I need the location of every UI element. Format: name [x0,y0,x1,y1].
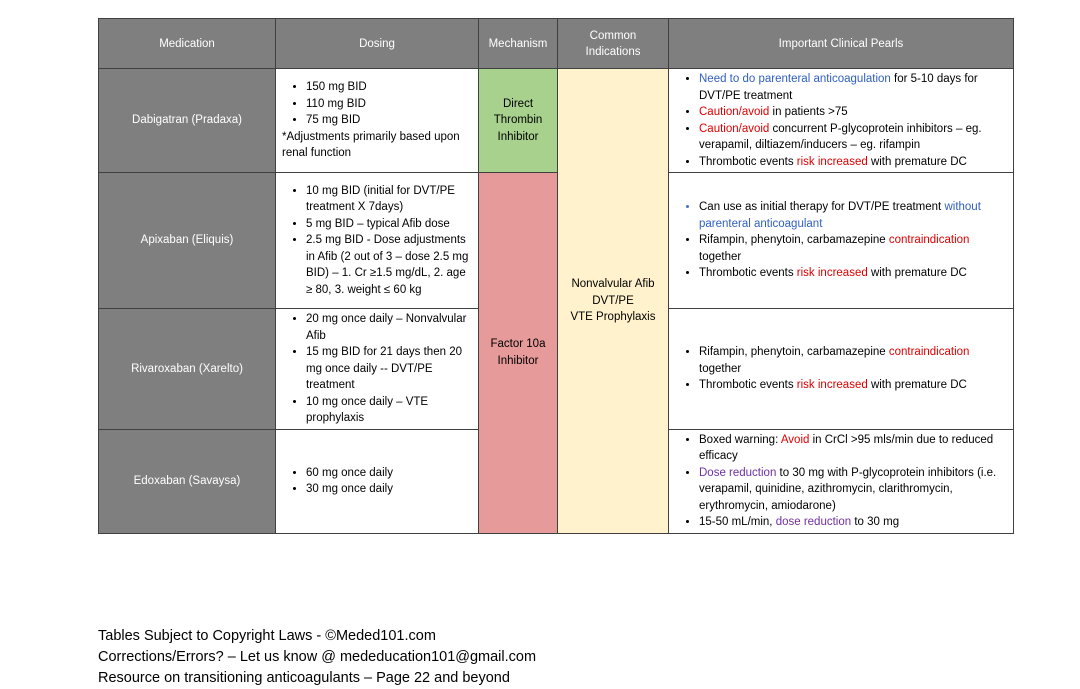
dosing-item: • 10 mg once daily – VTE prophylaxis [306,394,474,427]
dosing-cell [276,309,479,430]
pearl-item: • Thrombotic events risk increased with premature DC [699,154,1009,171]
header-dosing: Dosing [276,19,479,69]
indications-cell [558,69,669,534]
resource-line: Resource on transitioning anticoagulants – Page 22 and beyond [98,670,510,686]
header-pearls: Important Clinical Pearls [669,19,1014,69]
pearl-item: • Thrombotic events risk increased with premature DC [699,265,1009,282]
dosing-note: *Adjustments primarily based upon renal function [282,130,460,160]
medication-cell: Rivaroxaban (Xarelto) [99,309,276,430]
dosing-item: • 60 mg once daily [306,465,474,482]
pearl-item: • Caution/avoid in patients >75 [699,104,1009,121]
mechanism-factor-10a: Factor 10a Inhibitor [479,173,558,534]
dosing-item: • 75 mg BID [306,112,474,129]
copyright-line: Tables Subject to Copyright Laws - ©Meded101.com [98,628,436,644]
dosing-item: • 110 mg BID [306,96,474,113]
indication-item: DVT/PE [592,294,634,307]
pearl-item: • Need to do parenteral anticoagulation for 5-10 days for DVT/PE treatment [699,71,1009,104]
dosing-item: • 2.5 mg BID - Dose adjustments in Afib (2 out of 3 – dose 2.5 mg BID) – 1. Cr ≥1.5 mg/dL, 2. age ≥ 80, 3. weight ≤ 60 kg [306,232,474,298]
pearl-item: • Caution/avoid concurrent P-glycoprotein inhibitors – eg. verapamil, diltiazem/inducers – eg. rifampin [699,121,1009,154]
pearl-item: • Rifampin, phenytoin, carbamazepine contraindication together [699,232,1009,265]
indication-item: VTE Prophylaxis [570,311,656,323]
dosing-item: • 10 mg BID (initial for DVT/PE treatment X 7days) [306,183,474,216]
footer-notes [98,626,536,689]
dosing-item: • 5 mg BID – typical Afib dose [306,216,474,233]
pearls-cell [669,69,1014,173]
header-mechanism: Mechanism [479,19,558,69]
table-row [99,173,1014,309]
dosing-item: • 15 mg BID for 21 days then 20 mg once daily -- DVT/PE treatment [306,344,474,394]
mechanism-direct-thrombin: Direct Thrombin Inhibitor [479,69,558,173]
pearl-item: • Rifampin, phenytoin, carbamazepine contraindication together [699,344,1009,377]
dosing-item: • 30 mg once daily [306,481,474,498]
pearl-item: • Can use as initial therapy for DVT/PE treatment without parenteral anticoagulant [699,199,1009,232]
dosing-cell [276,429,479,533]
medication-cell: Apixaban (Eliquis) [99,173,276,309]
contact-line: Corrections/Errors? – Let us know @ mededucation101@gmail.com [98,649,537,665]
dosing-item: • 150 mg BID [306,79,474,96]
pearls-cell [669,429,1014,533]
table-row [99,69,1014,173]
pearl-item: • 15-50 mL/min, dose reduction to 30 mg [699,514,1009,531]
medication-cell: Edoxaban (Savaysa) [99,429,276,533]
pearls-cell [669,173,1014,309]
pearls-cell [669,309,1014,430]
dosing-cell [276,173,479,309]
header-indications: Common Indications [558,19,669,69]
indication-item: Nonvalvular Afib [571,278,655,290]
anticoagulant-table [98,18,1014,534]
pearl-item: • Boxed warning: Avoid in CrCl >95 mls/min due to reduced efficacy [699,432,1009,465]
pearl-item: • Dose reduction to 30 mg with P-glycoprotein inhibitors (i.e. verapamil, quinidine, azithromycin, clarithromycin, erythromycin, amiodarone) [699,465,1009,515]
medication-cell: Dabigatran (Pradaxa) [99,69,276,173]
header-medication: Medication [99,19,276,69]
dosing-cell [276,69,479,173]
dosing-item: • 20 mg once daily – Nonvalvular Afib [306,311,474,344]
table-header-row [99,19,1014,69]
pearl-item: • Thrombotic events risk increased with premature DC [699,377,1009,394]
